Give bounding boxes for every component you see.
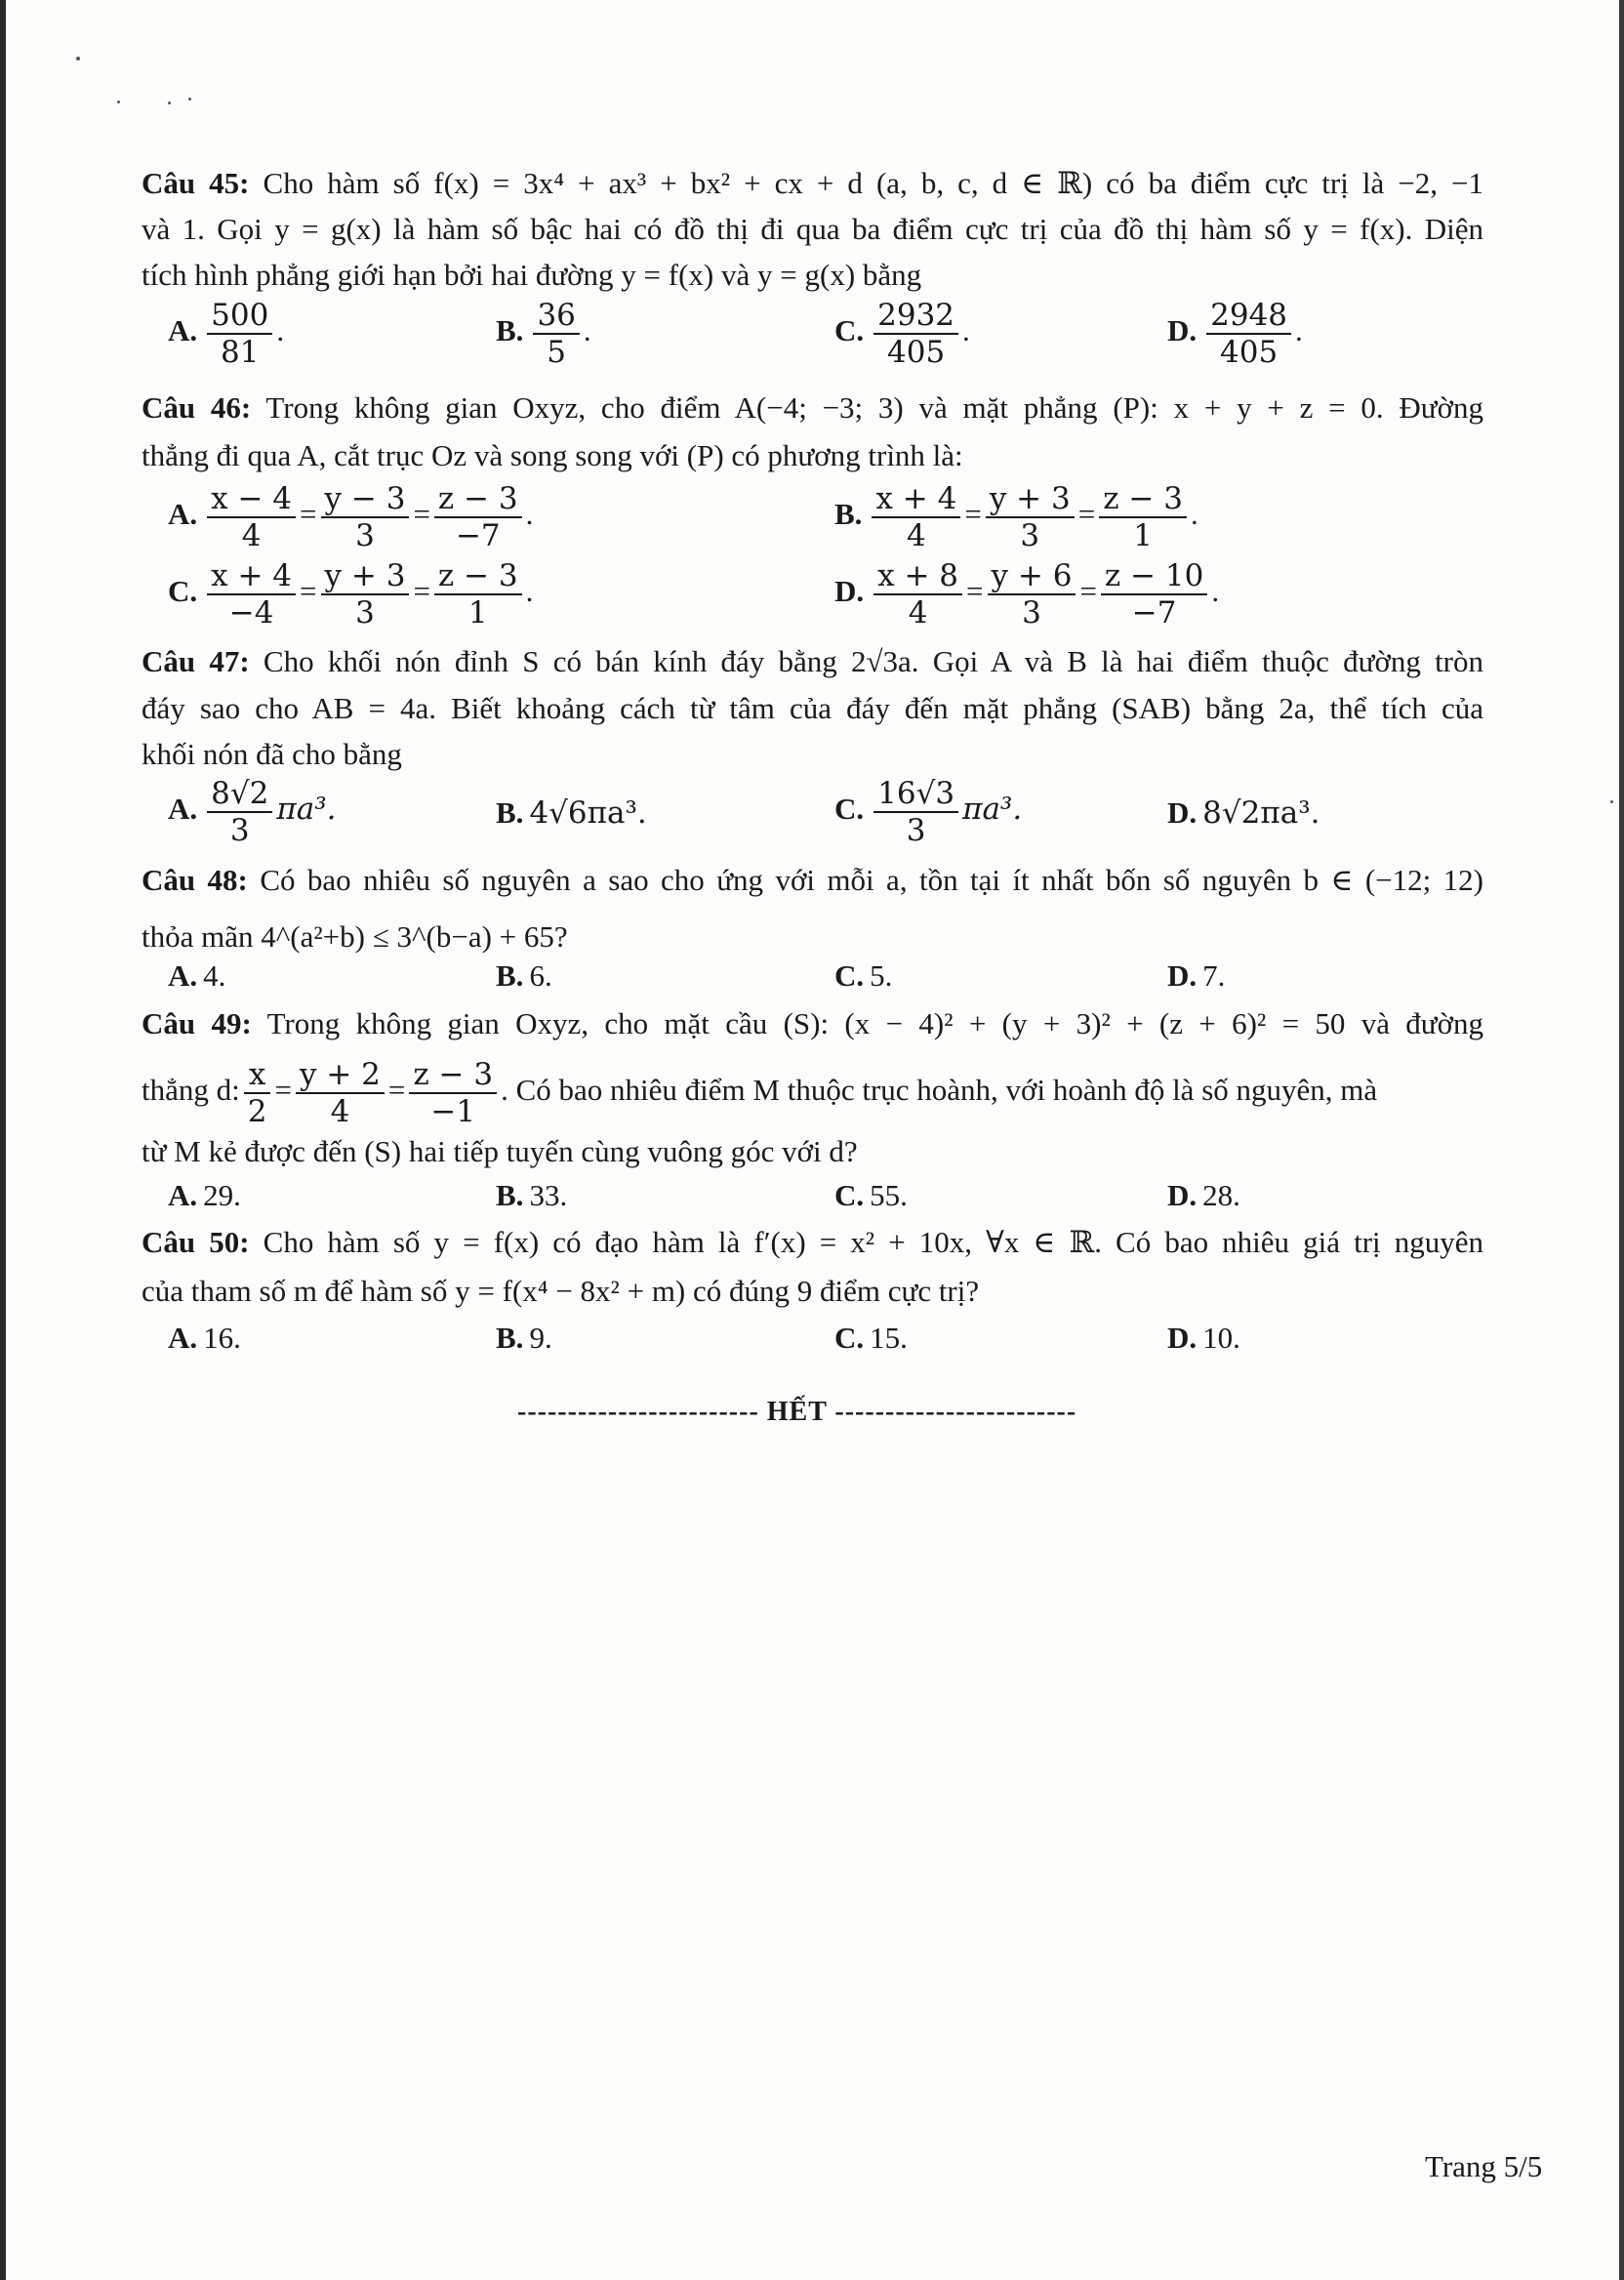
option-label: A.	[168, 497, 198, 532]
end-marker: ------------------------ HẾT ------------------------	[517, 1397, 1077, 1427]
q45-option-c: C. $\frac{2932}{405}$ .	[834, 298, 970, 370]
option-label: C.	[834, 1321, 865, 1355]
q46-option-d: D. $\frac{x + 8}{4}$ = $\frac{y + 6}{3}$ = $\frac{z - 10}{-7}$ .	[834, 558, 1220, 631]
q47-line-1	[142, 642, 1483, 681]
q45-line-2: và 1. Gọi y = g(x) là hàm số bậc hai có đồ thị đi qua ba điểm cực trị của đồ thị hàm số y = f(x). Diện	[142, 212, 1483, 246]
line-prefix: thẳng d:	[142, 1073, 240, 1108]
q45-option-d: D. $\frac{2948}{405}$ .	[1167, 298, 1303, 370]
q47-option-d	[1167, 794, 1320, 833]
scan-edge-right	[1619, 0, 1624, 2280]
q48-option-b	[496, 957, 552, 996]
numerator: z − 3	[409, 1057, 497, 1094]
fraction	[986, 481, 1075, 553]
fraction	[409, 1057, 497, 1129]
fraction	[296, 1057, 385, 1129]
fraction	[321, 558, 410, 631]
q46-option-a: A. $\frac{x - 4}{4}$ = $\frac{y - 3}{3}$ = $\frac{z - 3}{-7}$ .	[168, 481, 534, 553]
q48-label: Câu 48:	[142, 863, 248, 897]
denominator: 2	[247, 1094, 267, 1129]
q46-label: Câu 46:	[142, 390, 252, 425]
q46-line-1	[142, 388, 1483, 428]
fraction	[207, 481, 296, 553]
numerator: 36	[533, 298, 579, 335]
fraction	[244, 1057, 271, 1129]
numerator: y + 3	[321, 558, 410, 595]
option-label: A.	[168, 958, 198, 993]
q50-line-1	[142, 1223, 1483, 1262]
denominator: −7	[455, 518, 501, 553]
denominator: 4	[907, 518, 926, 553]
q49-option-c	[834, 1176, 908, 1215]
option-label: D.	[1167, 313, 1198, 348]
option-value: 28.	[1202, 1178, 1240, 1212]
option-label: D.	[834, 574, 865, 609]
numerator: y + 6	[988, 558, 1076, 595]
q45-label: Câu 45:	[142, 166, 250, 200]
q47-line-3: khối nón đã cho bằng	[142, 737, 402, 771]
fraction	[321, 481, 410, 553]
option-label: D.	[1167, 795, 1198, 830]
option-value: 7.	[1202, 958, 1226, 993]
denominator: 3	[1022, 595, 1041, 631]
numerator: x + 4	[872, 481, 960, 518]
numerator: y + 2	[296, 1057, 385, 1094]
denominator: 4	[241, 518, 262, 553]
denominator: −1	[430, 1094, 476, 1129]
option-value: 8√2πa³.	[1202, 795, 1320, 831]
denominator: 4	[330, 1094, 350, 1129]
scan-edge-left	[0, 0, 6, 2280]
fraction	[207, 298, 272, 370]
numerator: z − 10	[1101, 558, 1207, 595]
q46-option-c: C. $\frac{x + 4}{-4}$ = $\frac{y + 3}{3}$ = $\frac{z - 3}{1}$ .	[168, 558, 534, 631]
option-value: 4.	[203, 958, 226, 993]
q50-option-d	[1167, 1319, 1240, 1358]
fraction	[1099, 481, 1187, 553]
fraction	[207, 558, 296, 631]
denominator: 5	[547, 335, 567, 370]
q46-line-2: thẳng đi qua A, cắt trục Oz và song song với (P) có phương trình là:	[142, 438, 963, 472]
q50-option-a	[168, 1319, 241, 1358]
q45-text: Cho hàm số f(x) = 3x⁴ + ax³ + bx² + cx + d (a, b, c, d ∈ ℝ) có ba điểm cực trị là −2, −1	[249, 166, 1484, 200]
numerator: x + 8	[873, 558, 962, 595]
q47-line-2: đáy sao cho AB = 4a. Biết khoảng cách từ tâm của đáy đến mặt phẳng (SAB) bằng 2a, thể tích của	[142, 691, 1483, 725]
q49-option-d	[1167, 1176, 1240, 1215]
scan-speck	[168, 102, 171, 104]
q49-option-a	[168, 1176, 241, 1215]
scan-speck	[1610, 800, 1613, 803]
option-value: 16.	[203, 1321, 241, 1355]
denominator: −4	[228, 595, 274, 631]
fraction	[207, 776, 272, 848]
denominator: 3	[1020, 518, 1040, 553]
fraction	[873, 298, 958, 370]
q49-text: Trong không gian Oxyz, cho mặt cầu (S): (x − 4)² + (y + 3)² + (z + 6)² = 50 và đường	[251, 1006, 1484, 1040]
option-value: 4√6πa³.	[529, 795, 647, 831]
scan-speck	[117, 101, 120, 103]
fraction	[873, 776, 958, 848]
numerator: 16√3	[873, 776, 958, 813]
q48-text: Có bao nhiêu số nguyên a sao cho ứng với mỗi a, tồn tại ít nhất bốn số nguyên b ∈ (−12; 12)	[247, 863, 1483, 897]
q47-option-b	[496, 794, 647, 833]
q47-option-c	[834, 776, 1022, 848]
numerator: y + 3	[986, 481, 1075, 518]
option-label: B.	[834, 497, 863, 532]
q45-option-b: B. $\frac{36}{5}$ .	[496, 298, 591, 370]
option-value: 15.	[870, 1321, 908, 1355]
numerator: z − 3	[434, 481, 522, 518]
q48-line-2: thỏa mãn 4^(a²+b) ≤ 3^(b−a) + 65?	[142, 919, 568, 954]
option-label: C.	[168, 574, 198, 609]
option-label: A.	[168, 792, 198, 827]
numerator: 2932	[873, 298, 958, 335]
option-label: C.	[834, 792, 865, 827]
denominator: 3	[355, 595, 375, 631]
option-value: 5.	[870, 958, 893, 993]
option-value: πa³.	[276, 792, 337, 828]
q47-option-a	[168, 776, 336, 848]
q50-label: Câu 50:	[142, 1225, 250, 1259]
numerator: y − 3	[321, 481, 410, 518]
q46-text: Trong không gian Oxyz, cho điểm A(−4; −3; 3) và mặt phẳng (P): x + y + z = 0. Đường	[251, 390, 1483, 425]
q46-option-b: B. $\frac{x + 4}{4}$ = $\frac{y + 3}{3}$ = $\frac{z - 3}{1}$ .	[834, 481, 1198, 553]
fraction	[988, 558, 1076, 631]
q45-line-3: tích hình phẳng giới hạn bởi hai đường y = f(x) và y = g(x) bằng	[142, 258, 922, 292]
option-label: D.	[1167, 958, 1198, 993]
fraction	[873, 558, 962, 631]
q45-option-a: A. $\frac{500}{81}$ .	[168, 298, 285, 370]
q48-option-d	[1167, 957, 1225, 996]
line-suffix: . Có bao nhiêu điểm M thuộc trục hoành, với hoành độ là số nguyên, mà	[501, 1073, 1378, 1108]
denominator: 3	[906, 813, 926, 848]
numerator: x − 4	[207, 481, 296, 518]
option-value: 55.	[870, 1178, 908, 1212]
q49-option-b	[496, 1176, 567, 1215]
numerator: 2948	[1206, 298, 1291, 335]
denominator: 1	[467, 595, 488, 631]
option-label: B.	[496, 795, 524, 830]
numerator: 500	[207, 298, 272, 335]
numerator: z − 3	[434, 558, 522, 595]
option-label: C.	[834, 313, 865, 348]
option-label: B.	[496, 1321, 524, 1355]
q49-line-1	[142, 1004, 1483, 1043]
q50-option-b	[496, 1319, 552, 1358]
fraction	[533, 298, 579, 370]
page-number: Trang 5/5	[1425, 2149, 1543, 2183]
q49-line-2: thẳng d: $\frac{x}{2}$ = $\frac{y + 2}{4}$ = $\frac{z - 3}{-1}$ . Có bao nhiêu điểm M thuộc trục hoành, với hoành độ là số nguyên, mà	[142, 1057, 1378, 1129]
option-label: A.	[168, 1321, 198, 1355]
denominator: 81	[221, 335, 260, 370]
numerator: 8√2	[207, 776, 272, 813]
denominator: 3	[229, 813, 250, 848]
q47-text: Cho khối nón đỉnh S có bán kính đáy bằng 2√3a. Gọi A và B là hai điểm thuộc đường tròn	[249, 644, 1483, 678]
option-label: A.	[168, 1178, 198, 1212]
q48-option-c	[834, 957, 892, 996]
denominator: 405	[887, 335, 946, 370]
option-label: C.	[834, 958, 865, 993]
option-value: 29.	[203, 1178, 241, 1212]
scan-speck	[188, 98, 191, 101]
denominator: 405	[1220, 335, 1279, 370]
fraction	[434, 481, 522, 553]
q49-line-3: từ M kẻ được đến (S) hai tiếp tuyến cùng vuông góc với d?	[142, 1134, 858, 1168]
numerator: z − 3	[1099, 481, 1187, 518]
option-label: B.	[496, 313, 524, 348]
option-label: D.	[1167, 1178, 1198, 1212]
denominator: −7	[1131, 595, 1177, 631]
numerator: x	[244, 1057, 271, 1094]
numerator: x + 4	[207, 558, 296, 595]
option-value: 9.	[529, 1321, 552, 1355]
option-label: A.	[168, 313, 198, 348]
option-label: D.	[1167, 1321, 1198, 1355]
q48-option-a	[168, 957, 225, 996]
q45-line-1	[142, 164, 1483, 203]
option-label: B.	[496, 1178, 524, 1212]
option-value: 6.	[529, 958, 552, 993]
q50-line-2: của tham số m để hàm số y = f(x⁴ − 8x² + m) có đúng 9 điểm cực trị?	[142, 1274, 980, 1308]
fraction	[1206, 298, 1291, 370]
q48-line-1	[142, 861, 1483, 900]
denominator: 1	[1133, 518, 1153, 553]
q47-label: Câu 47:	[142, 644, 250, 678]
option-value: 10.	[1202, 1321, 1240, 1355]
q49-label: Câu 49:	[142, 1006, 252, 1040]
option-label: C.	[834, 1178, 865, 1212]
option-label: B.	[496, 958, 524, 993]
denominator: 3	[355, 518, 375, 553]
option-value: 33.	[529, 1178, 568, 1212]
scan-speck	[76, 57, 80, 61]
denominator: 4	[908, 595, 928, 631]
fraction	[1101, 558, 1207, 631]
fraction	[872, 481, 960, 553]
q50-text: Cho hàm số y = f(x) có đạo hàm là f′(x) = x² + 10x, ∀x ∈ ℝ. Có bao nhiêu giá trị nguyên	[249, 1225, 1483, 1259]
option-value: πa³.	[962, 792, 1023, 828]
fraction	[434, 558, 522, 631]
q50-option-c	[834, 1319, 908, 1358]
